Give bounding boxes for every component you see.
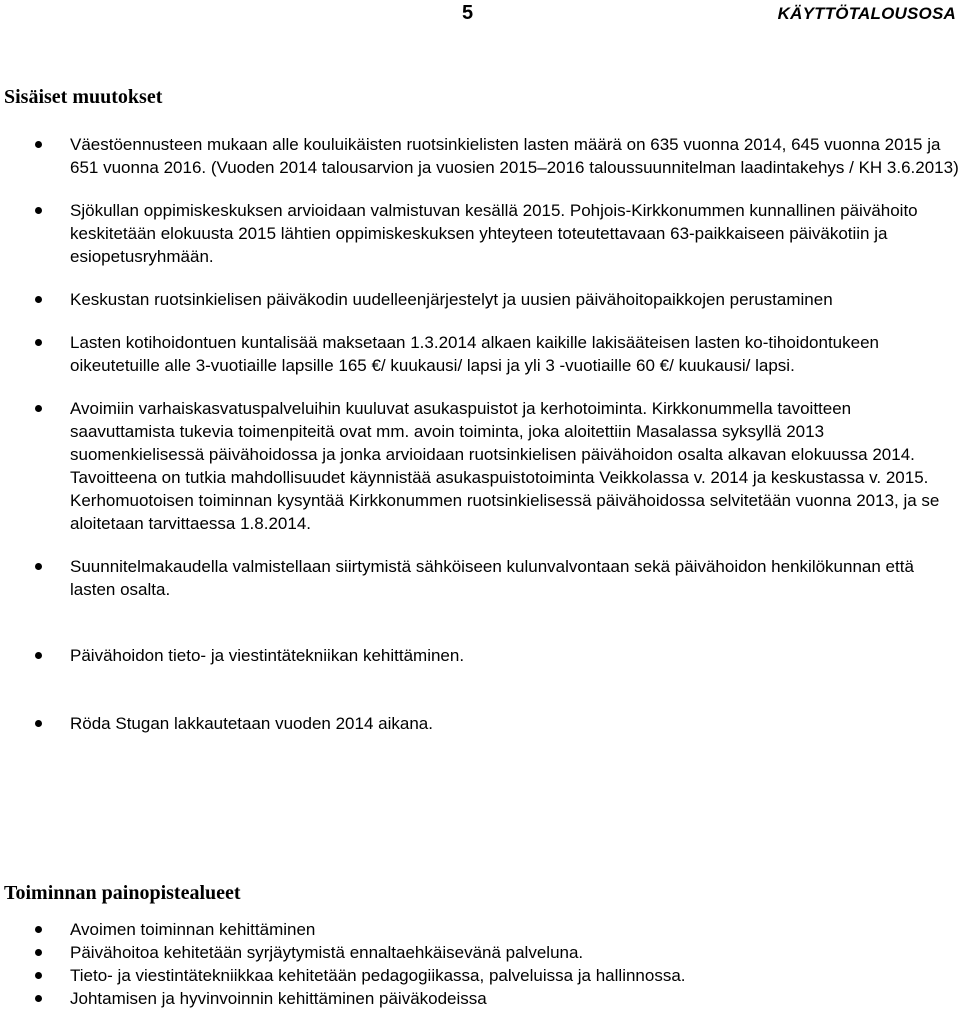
- page-header: [0, 0, 960, 30]
- list-item: Röda Stugan lakkautetaan vuoden 2014 aikana.: [0, 712, 960, 735]
- header-title: KÄYTTÖTALOUSOSA: [777, 4, 956, 23]
- internal-changes-list: [0, 133, 960, 755]
- list-item: Lasten kotihoidontuen kuntalisää maksetaan 1.3.2014 alkaen kaikille lakisääteisen lasten ko-tihoidontukeen oikeutetuille alle 3-vuotiaille lapsille 165 €/ kuukausi/ lapsi ja yli 3 -vuotiaille 60 €/ kuukausi/ lapsi.: [0, 331, 960, 377]
- list-item: Päivähoitoa kehitetään syrjäytymistä ennaltaehkäisevänä palveluna.: [0, 941, 960, 964]
- section-heading-internal-changes: Sisäiset muutokset: [4, 86, 163, 108]
- section-heading-focus-areas: Toiminnan painopistealueet: [4, 882, 241, 904]
- list-item: Suunnitelmakaudella valmistellaan siirtymistä sähköiseen kulunvalvontaan sekä päivähoidon henkilökunnan että lasten osalta.: [0, 555, 960, 601]
- list-item: Keskustan ruotsinkielisen päiväkodin uudelleenjärjestelyt ja uusien päivähoitopaikkojen perustaminen: [0, 288, 960, 311]
- list-item: Sjökullan oppimiskeskuksen arvioidaan valmistuvan kesällä 2015. Pohjois-Kirkkonummen kunnallinen päivähoito keskitetään elokuusta 2015 lähtien oppimiskeskuksen yhteyteen toteutettavaan 63-paikkaiseen päiväkotiin ja esiopetusryhmään.: [0, 199, 960, 268]
- focus-areas-list: [0, 918, 960, 1010]
- list-item: Johtamisen ja hyvinvoinnin kehittäminen päiväkodeissa: [0, 987, 960, 1010]
- page-number: 5: [462, 2, 474, 24]
- list-item: Tieto- ja viestintätekniikkaa kehitetään pedagogiikassa, palveluissa ja hallinnossa.: [0, 964, 960, 987]
- list-item: Avoimen toiminnan kehittäminen: [0, 918, 960, 941]
- list-item: Avoimiin varhaiskasvatuspalveluihin kuuluvat asukaspuistot ja kerhotoiminta. Kirkkonummella tavoitteen saavuttamista tukevia toimenpiteitä ovat mm. avoin toiminta, joka aloitettiin Masalassa syksyllä 2013 suomenkielisessä päivähoidossa ja jonka arvioidaan ruotsinkielisen päivähoidon osalta alkavan elokuussa 2014. Tavoitteena on tutkia mahdollisuudet käynnistää asukaspuistotoiminta Veikkolassa v. 2014 ja keskustassa v. 2015. Kerhomuotoisen toiminnan kysyntää Kirkkonummen ruotsinkielisessä päivähoidossa selvitetään vuonna 2013, ja se aloitetaan tarvittaessa 1.8.2014.: [0, 397, 960, 535]
- list-item: Päivähoidon tieto- ja viestintätekniikan kehittäminen.: [0, 644, 960, 667]
- list-item: Väestöennusteen mukaan alle kouluikäisten ruotsinkielisten lasten määrä on 635 vuonna 2014, 645 vuonna 2015 ja 651 vuonna 2016. (Vuoden 2014 talousarvion ja vuosien 2015–2016 taloussuunnitelman laadintakehys / KH 3.6.2013): [0, 133, 960, 179]
